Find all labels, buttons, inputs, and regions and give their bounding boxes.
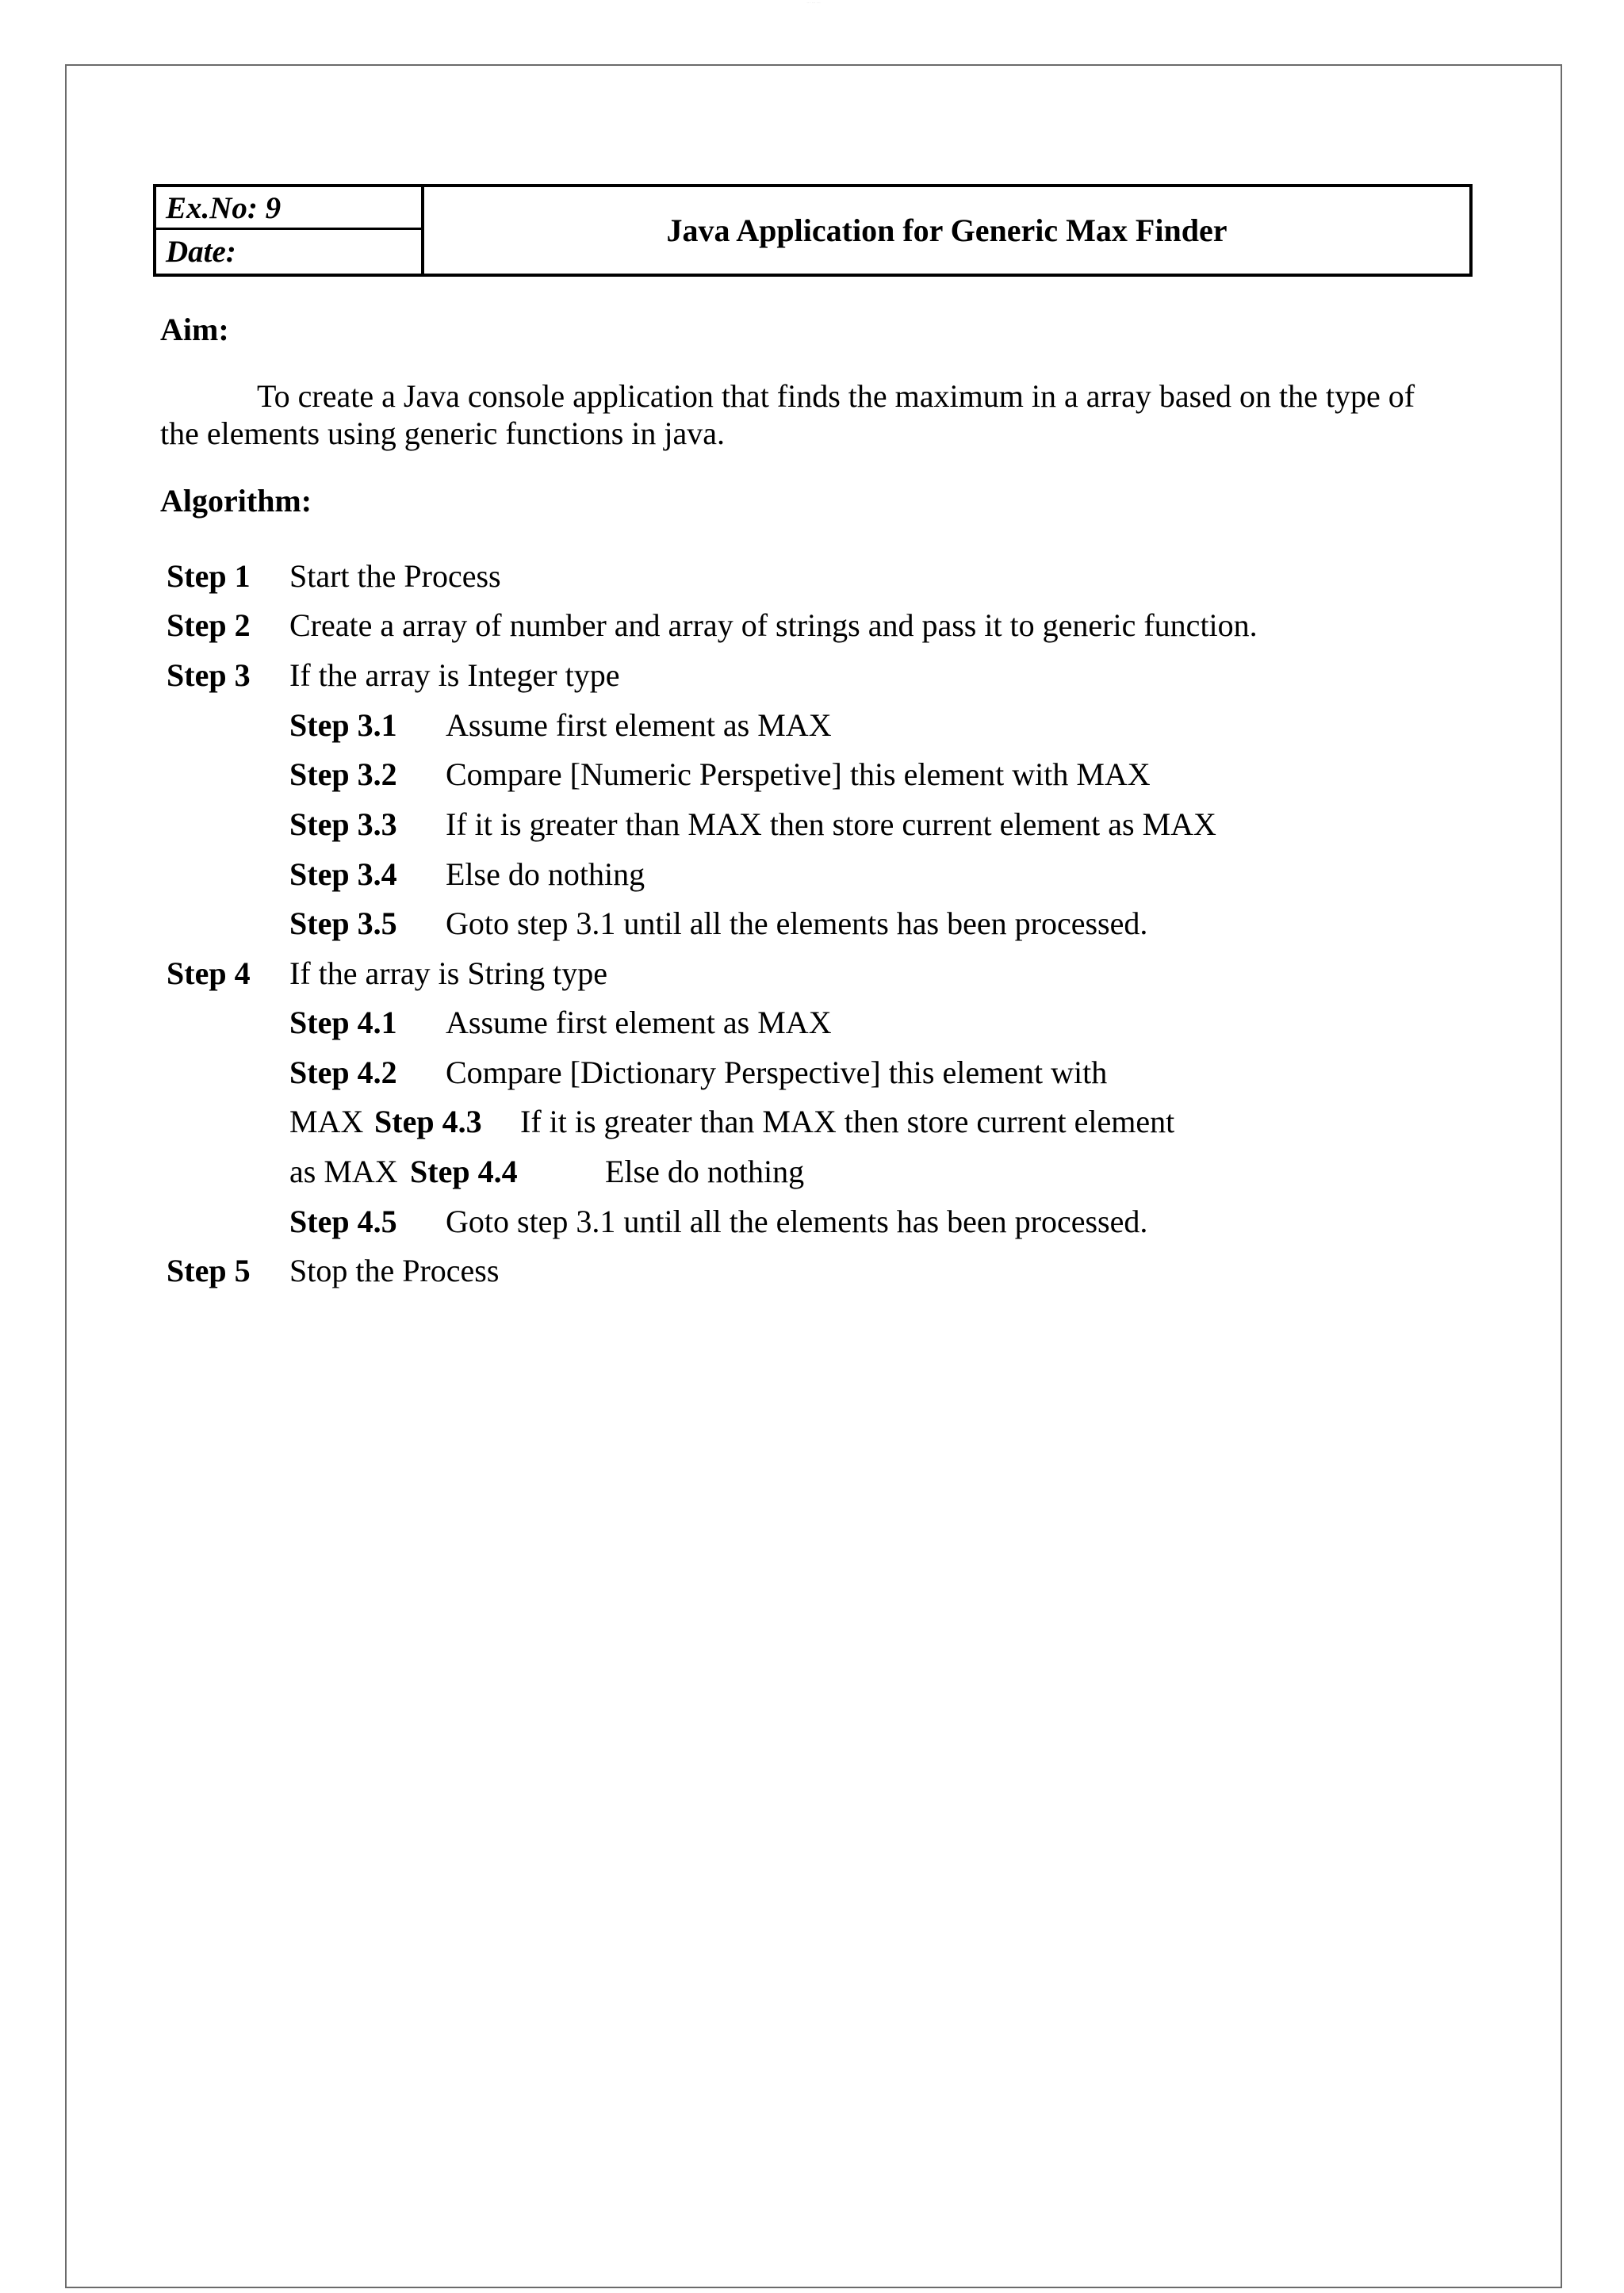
step-text: Compare [Numeric Perspetive] this element with MAX [446, 756, 1151, 792]
step-label: Step 4.4 [410, 1154, 518, 1189]
aim-paragraph [160, 377, 1480, 452]
step-label: Step 2 [167, 607, 251, 643]
step-text: Stop the Process [289, 1253, 500, 1288]
step-label: Step 3.5 [289, 905, 397, 941]
step-label: Step 3.4 [289, 856, 397, 892]
step-label: Step 3.3 [289, 806, 397, 842]
exercise-number: Ex.No: 9 [156, 187, 421, 230]
step-label: Step 4 [167, 955, 251, 991]
step-label: Step 3.1 [289, 707, 397, 743]
aim-heading: Aim: [160, 312, 229, 347]
step-text: If the array is String type [289, 955, 607, 991]
step-text: Compare [Dictionary Perspective] this element with [446, 1055, 1108, 1090]
algorithm-heading: Algorithm: [160, 483, 312, 519]
step-label: Step 4.2 [289, 1055, 397, 1090]
step-label: Step 3.2 [289, 756, 397, 792]
step-text: Assume first element as MAX [446, 1005, 832, 1040]
step-label: Step 1 [167, 558, 251, 594]
step-text: If it is greater than MAX then store current element as MAX [446, 806, 1216, 842]
step-label: Step 3 [167, 657, 251, 693]
step-label: Step 5 [167, 1253, 251, 1288]
step-prefix: as MAX [289, 1154, 398, 1189]
aim-line-2: the elements using generic functions in java. [160, 415, 726, 451]
step-text: If it is greater than MAX then store current element [520, 1104, 1175, 1139]
step-text: Goto step 3.1 until all the elements has been processed. [446, 905, 1148, 941]
step-text: Start the Process [289, 558, 501, 594]
header-mark: ··· ··· ··· [806, 2, 821, 6]
step-prefix: MAX [289, 1104, 364, 1139]
step-label: Step 4.5 [289, 1204, 397, 1239]
header-left-column [156, 187, 424, 274]
step-text: Else do nothing [605, 1154, 805, 1189]
aim-line-1: To create a Java console application that finds the maximum in a array based on the type of [257, 378, 1415, 414]
step-text: Create a array of number and array of strings and pass it to generic function. [289, 607, 1258, 643]
step-text: Else do nothing [446, 856, 645, 892]
step-text: Assume first element as MAX [446, 707, 832, 743]
step-label: Step 4.1 [289, 1005, 397, 1040]
step-label: Step 4.3 [374, 1104, 482, 1139]
exercise-title: Java Application for Generic Max Finder [666, 212, 1228, 248]
step-text: Goto step 3.1 until all the elements has been processed. [446, 1204, 1148, 1239]
exercise-header-table [153, 184, 1473, 277]
step-text: If the array is Integer type [289, 657, 620, 693]
exercise-date: Date: [166, 235, 236, 269]
